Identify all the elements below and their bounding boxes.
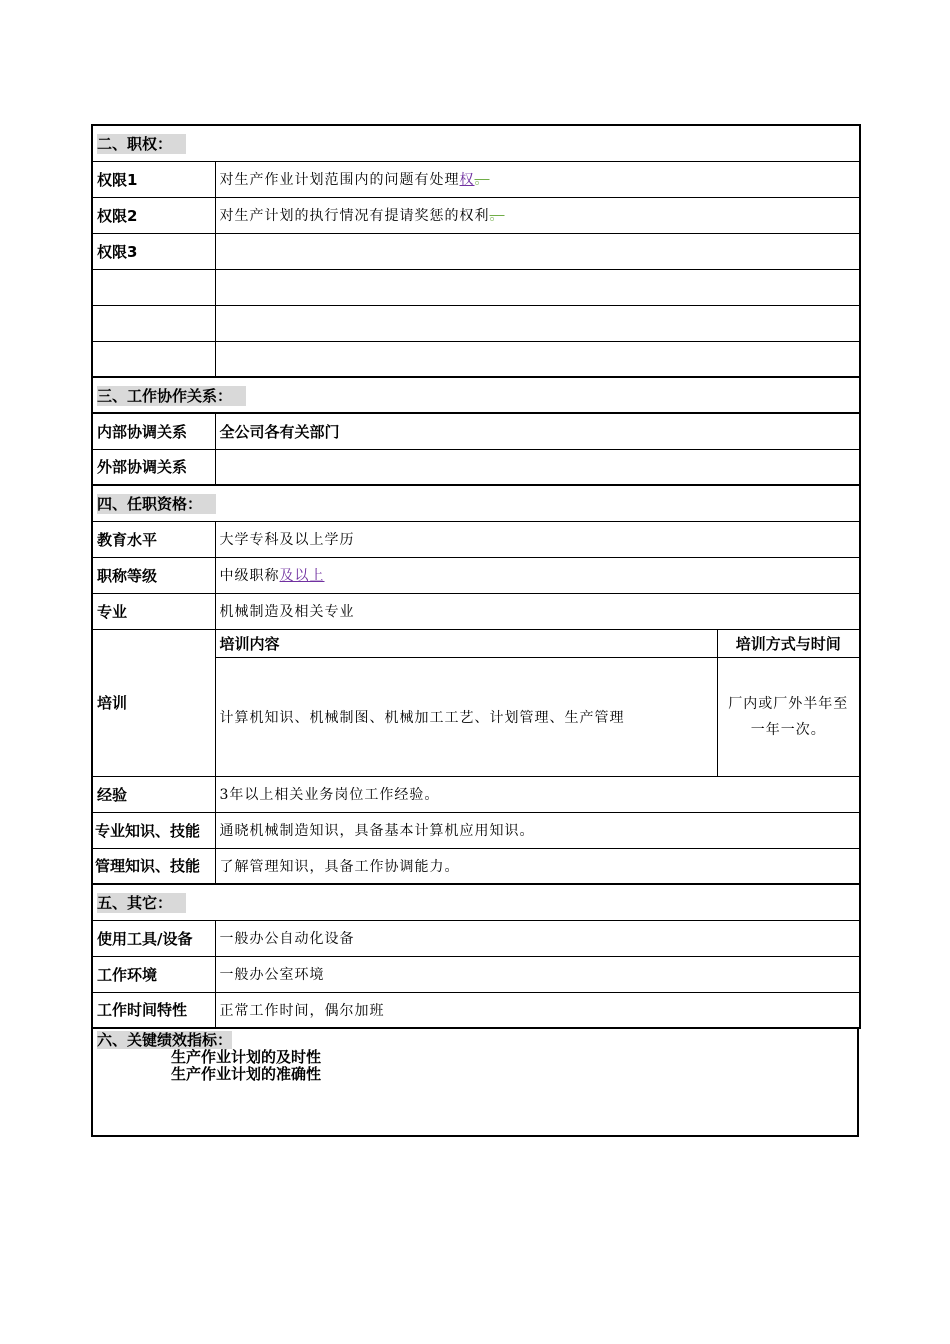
section-title: 五、其它： xyxy=(97,893,186,913)
skill-value: 通晓机械制造知识，具备基本计算机应用知识。 xyxy=(215,812,860,848)
section-title: 二、职权： xyxy=(97,134,186,154)
authority-3-value xyxy=(215,233,860,269)
empty-value xyxy=(215,305,860,341)
management-skill-label: 管理知识、技能 xyxy=(92,848,215,884)
major-label: 专业 xyxy=(92,593,215,629)
section-qualification-header xyxy=(92,485,860,521)
authority-3-label: 权限3 xyxy=(92,233,215,269)
work-time-value: 正常工作时间，偶尔加班 xyxy=(215,992,860,1028)
experience-label: 经验 xyxy=(92,776,215,812)
professional-title-label: 职称等级 xyxy=(92,557,215,593)
major-value: 机械制造及相关专业 xyxy=(215,593,860,629)
external-coordination-value xyxy=(215,449,860,485)
education-label: 教育水平 xyxy=(92,521,215,557)
education-value: 大学专科及以上学历 xyxy=(215,521,860,557)
training-method: 厂内或厂外半年至一年一次。 xyxy=(717,657,860,776)
job-description-sheet xyxy=(91,124,859,1137)
environment-label: 工作环境 xyxy=(92,956,215,992)
experience-value: 3年以上相关业务岗位工作经验。 xyxy=(215,776,860,812)
training-method-header: 培训方式与时间 xyxy=(717,629,860,657)
authority-2-value: 对生产计划的执行情况有提请奖惩的权利。 xyxy=(215,197,860,233)
empty-value xyxy=(215,269,860,305)
authority-2-label: 权限2 xyxy=(92,197,215,233)
empty-label xyxy=(92,269,215,305)
section-kpi xyxy=(91,1029,859,1137)
kpi-item: 生产作业计划的及时性 xyxy=(171,1048,322,1066)
management-skill-value: 了解管理知识，具备工作协调能力。 xyxy=(215,848,860,884)
authority-1-label: 权限1 xyxy=(92,161,215,197)
kpi-item: 生产作业计划的准确性 xyxy=(171,1065,322,1083)
skill-label: 专业知识、技能 xyxy=(92,812,215,848)
internal-coordination-value: 全公司各有关部门 xyxy=(215,413,860,449)
internal-coordination-label: 内部协调关系 xyxy=(92,413,215,449)
work-time-label: 工作时间特性 xyxy=(92,992,215,1028)
training-label: 培训 xyxy=(92,629,215,776)
training-content: 计算机知识、机械制图、机械加工工艺、计划管理、生产管理 xyxy=(215,657,717,776)
professional-title-value: 中级职称及以上 xyxy=(215,557,860,593)
training-content-header: 培训内容 xyxy=(215,629,717,657)
external-coordination-label: 外部协调关系 xyxy=(92,449,215,485)
section-title: 四、任职资格： xyxy=(97,494,216,514)
section-other-header xyxy=(92,884,860,920)
section-authority-header xyxy=(92,125,860,161)
tools-value: 一般办公自动化设备 xyxy=(215,920,860,956)
empty-label xyxy=(92,341,215,377)
tools-label: 使用工具/设备 xyxy=(92,920,215,956)
form-table xyxy=(91,124,861,1029)
empty-label xyxy=(92,305,215,341)
section-title: 三、工作协作关系： xyxy=(97,386,246,406)
environment-value: 一般办公室环境 xyxy=(215,956,860,992)
section-collaboration-header xyxy=(92,377,860,413)
section-title: 六、关键绩效指标： xyxy=(97,1031,233,1049)
authority-1-value: 对生产作业计划范围内的问题有处理权。 xyxy=(215,161,860,197)
empty-value xyxy=(215,341,860,377)
